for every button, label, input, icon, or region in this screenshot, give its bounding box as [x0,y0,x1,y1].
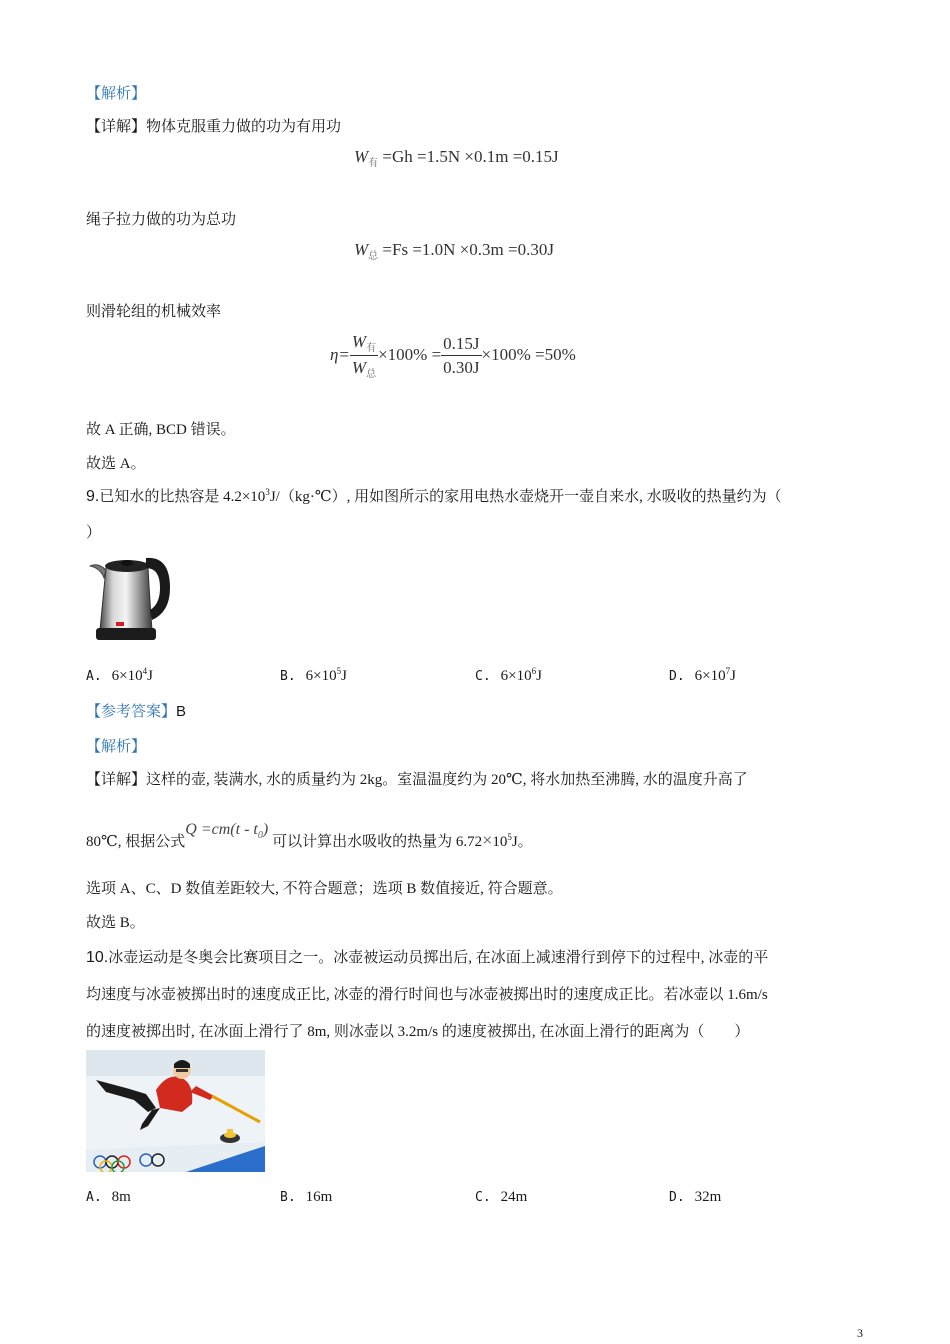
electric-kettle-image [86,548,176,648]
q10-option-a[interactable]: A. 8m [86,1189,131,1205]
conclusion-text: 故 A 正确, BCD 错误。 [86,422,236,438]
q9-option-b[interactable]: B. $6\times 10^5J$ [280,666,347,684]
curling-athlete-image [86,1050,265,1172]
q10-number: 10. [86,949,109,966]
detail-text: 物体克服重力做的功为有用功 [146,119,342,135]
heat-formula: $Q =cm(t - t_0)$ [185,821,269,841]
detail-line [86,115,341,136]
q10-stem-line3: 的速度被掷出时, 在冰面上滑行了 8m, 则冰壶以 3.2m/s 的速度被掷出, 在冰面上滑行的距离为（ ） [86,1024,750,1040]
q10-option-d[interactable]: D. 32m [669,1189,722,1205]
q9-option-d[interactable]: D. $6\times 10^7J$ [669,666,736,684]
q9-number: 9. [86,488,100,505]
q10-option-b[interactable]: B. 16m [280,1189,333,1205]
q9-option-c[interactable]: C. $6\times 10^6J$ [475,666,542,684]
reference-answer-value: B [176,703,187,720]
q9-option-a[interactable]: A. $6\times 10^4J$ [86,666,153,684]
formula-efficiency: η= $\frac{W_有}{W_总}$ ×100% = $\frac{0.15J}{0.30J}$ ×100% =50% [330,332,576,380]
formula-useful-work: $W_有 =Gh =1.5N \times 0.1m =0.15J$ [354,147,559,169]
q10-stem-line2: 均速度与冰壶被掷出时的速度成正比, 冰壶的滑行时间也与冰壶被掷出时的速度成正比。若冰壶以 1.6m/s [86,987,768,1003]
q10-option-c[interactable]: C. 24m [475,1189,528,1205]
q9-stem: 9.已知水的比热容是 $4.2\times 10^3J/(kg\cdot℃)$, 用如图所示的家用电热水壶烧开一壶自来水, 水吸收的热量约为（ [86,487,782,505]
fraction-work: $\frac{W_有}{W_总}$ [351,332,377,380]
total-work-text: 绳子拉力做的功为总功 [86,212,237,228]
q9-reference-answer [86,700,186,721]
detail-label: 【详解】 [86,119,147,135]
q9-stem-close: ） [86,525,102,541]
efficiency-text: 则滑轮组的机械效率 [86,304,222,320]
q9-detail-line: 【详解】这样的壶, 装满水, 水的质量约为 2kg。室温温度约为 20℃, 将水加热至沸腾, 水的温度升高了 [86,772,748,788]
q9-answer: 故选 B。 [86,915,145,931]
reference-answer-label: 【参考答案】 [86,704,177,720]
page-number: 3 [857,1326,863,1340]
jiexi-heading: 【解析】 [86,86,147,102]
formula-total-work: $W_总 =Fs =1.0N \times 0.3m =0.30J$ [354,240,554,262]
q9-analysis: 选项 A、C、D 数值差距较大, 不符合题意；选项 B 数值接近, 符合题意。 [86,881,563,897]
q10-stem-line1: 10.冰壶运动是冬奥会比赛项目之一。冰壶被运动员掷出后, 在冰面上减速滑行到停下的过程中, 冰壶的平 [86,949,769,966]
q9-detail-line2: 80℃, 根据公式$Q =cm(t - t_0)$可以计算出水吸收的热量为 $6.72\times 10^5J$。 [86,821,533,850]
q9-jiexi-heading: 【解析】 [86,739,147,755]
fraction-values: $\frac{0.15J}{0.30J}$ [443,334,480,377]
answer-text: 故选 A。 [86,456,146,472]
